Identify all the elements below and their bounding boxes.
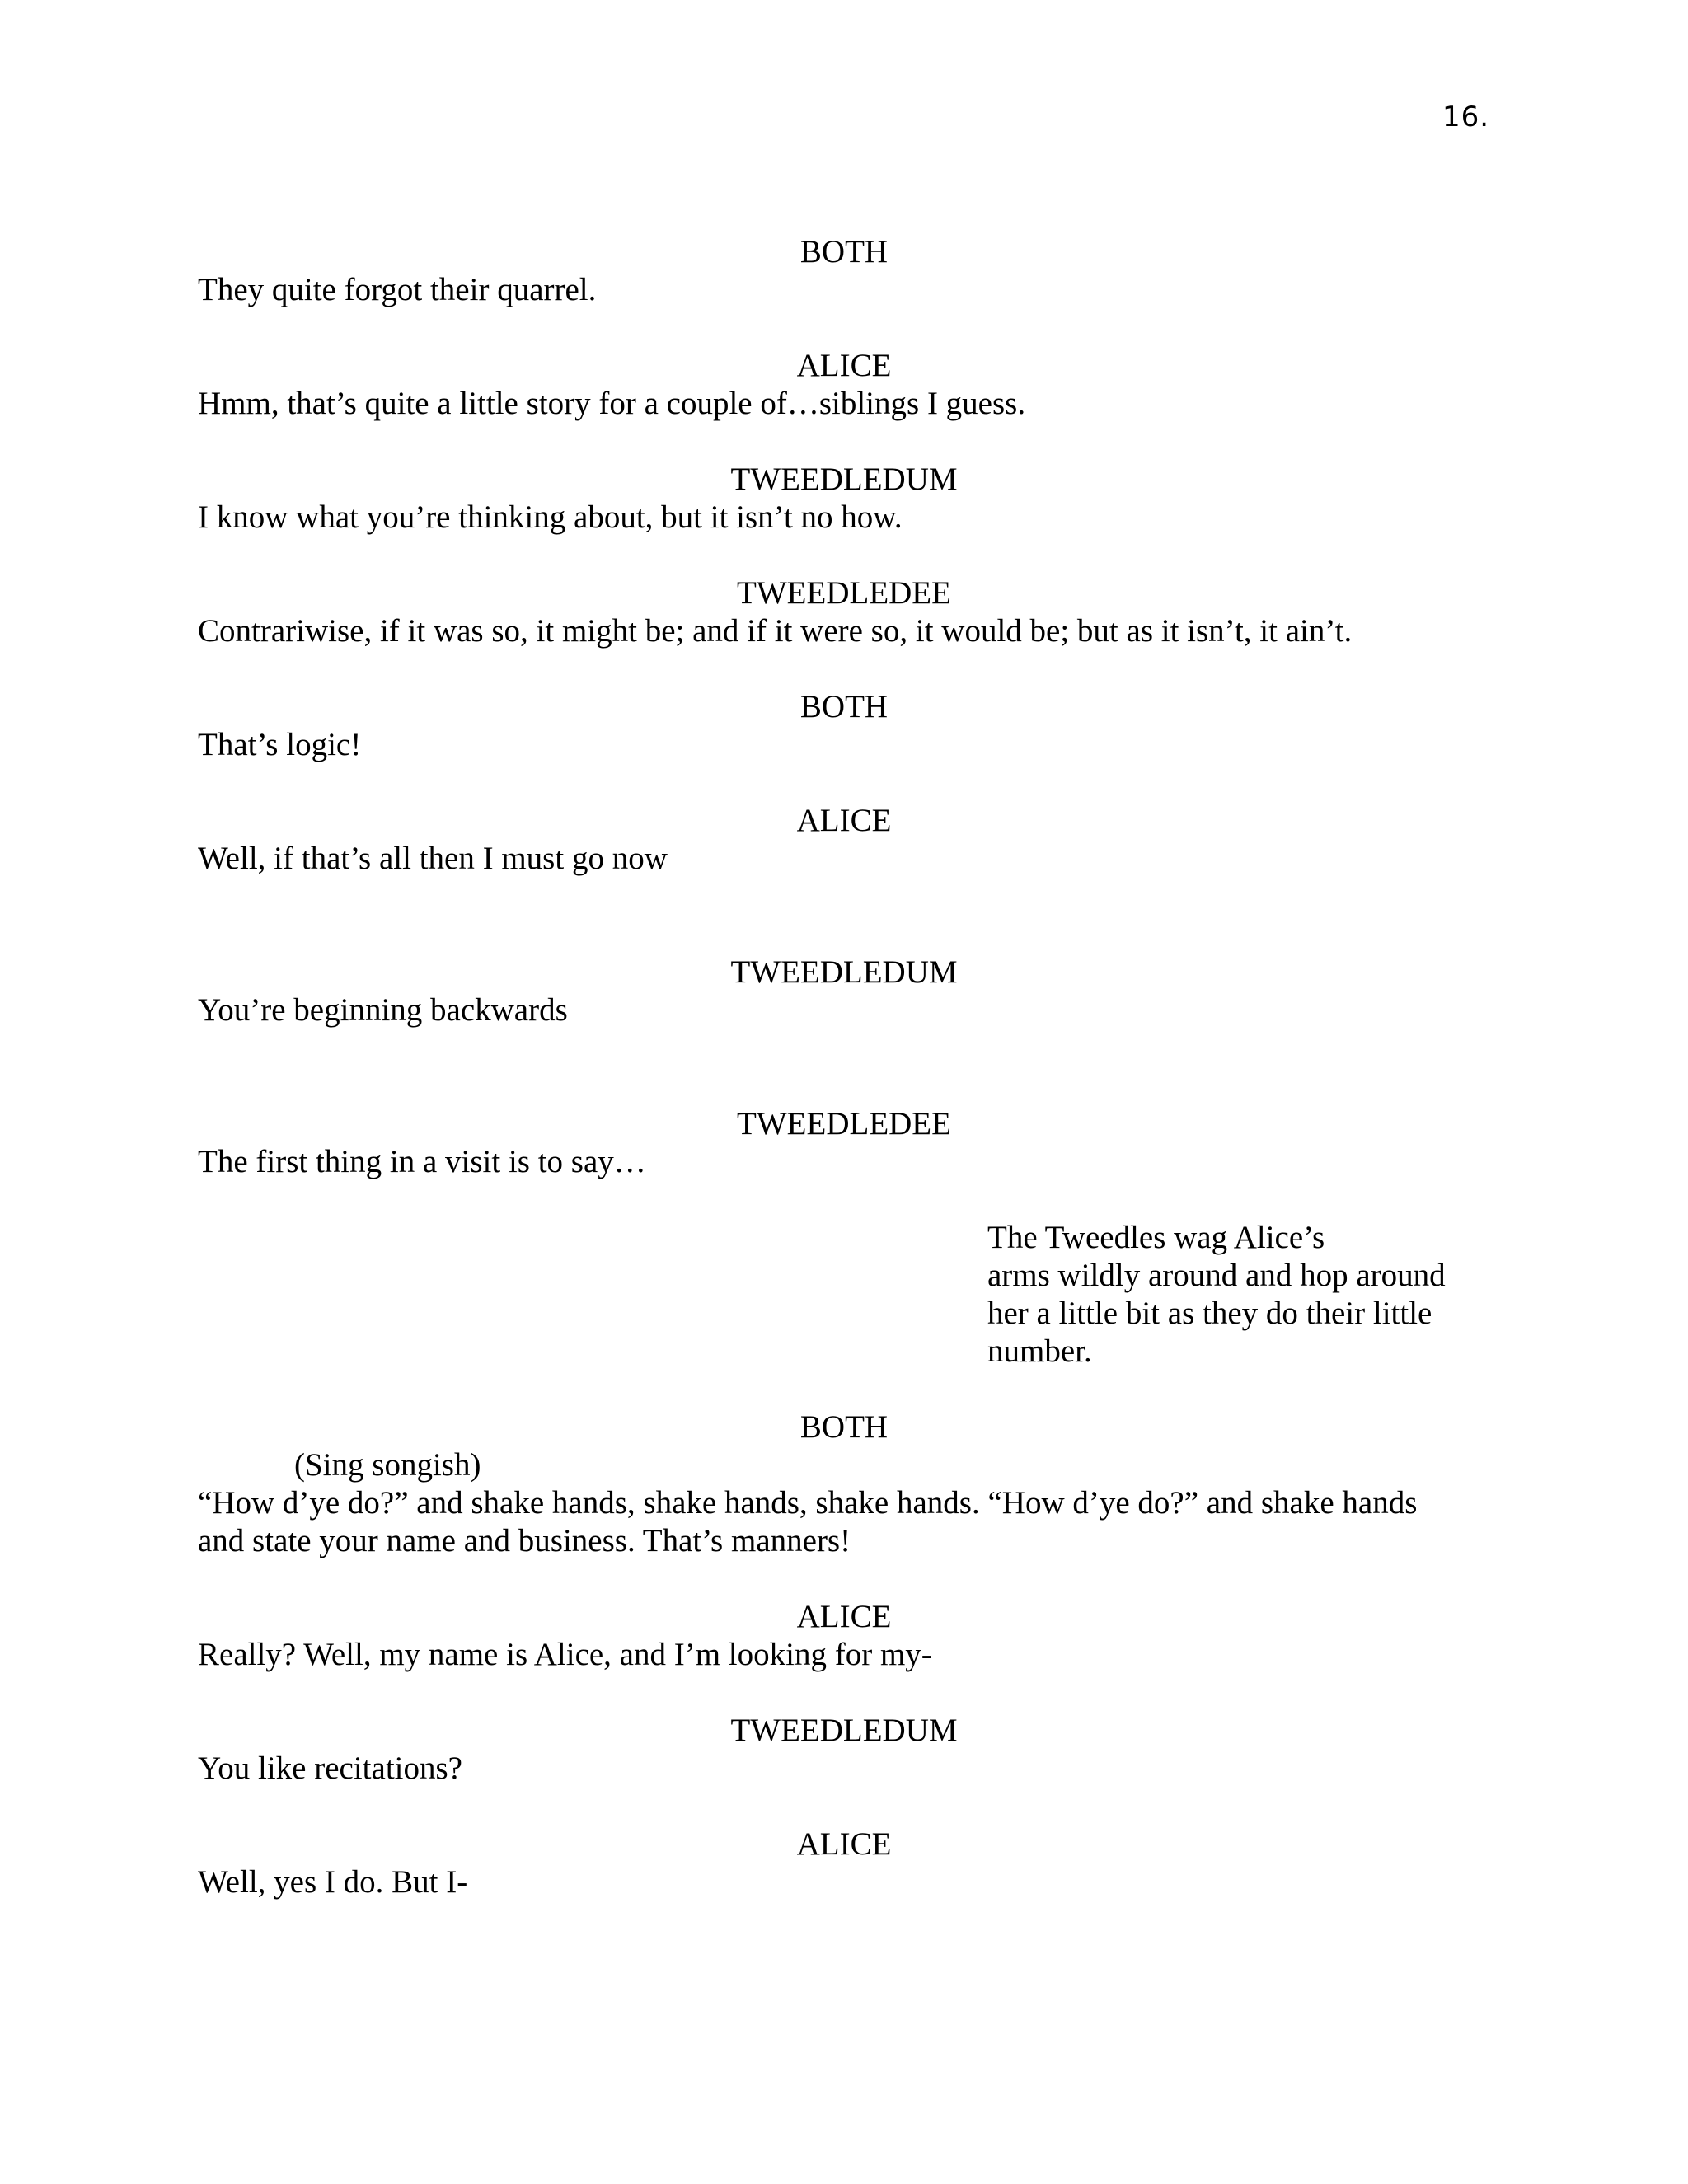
character-name: TWEEDLEDEE (737, 1106, 951, 1141)
dialogue-line: “How d’ye do?” and shake hands, shake hands, shake hands. “How d’ye do?” and shake hands (198, 1485, 1418, 1521)
character-name: ALICE (796, 348, 892, 383)
stage-direction-line: arms wildly around and hop around (987, 1258, 1446, 1293)
stage-direction-line: her a little bit as they do their little (987, 1296, 1432, 1331)
dialogue-line: That’s logic! (198, 727, 362, 762)
character-name: TWEEDLEDUM (730, 1713, 958, 1748)
dialogue-line: The first thing in a visit is to say… (198, 1144, 646, 1179)
character-name: ALICE (796, 1826, 892, 1862)
dialogue-line: I know what you’re thinking about, but it isn’t no how. (198, 499, 903, 535)
character-name: TWEEDLEDUM (730, 954, 958, 990)
dialogue-line: Well, yes I do. But I- (198, 1864, 468, 1900)
character-name: TWEEDLEDEE (737, 575, 951, 611)
character-name: ALICE (796, 1599, 892, 1634)
character-name: ALICE (796, 803, 892, 838)
dialogue-line: You’re beginning backwards (198, 992, 568, 1028)
dialogue-line: Contrariwise, if it was so, it might be; and if it were so, it would be; but as it isn’t, it ain’t. (198, 613, 1353, 649)
stage-direction-line: The Tweedles wag Alice’s (987, 1220, 1325, 1255)
page-number: 16. (1442, 101, 1490, 134)
character-name: BOTH (799, 1409, 889, 1445)
dialogue-line: Hmm, that’s quite a little story for a couple of…siblings I guess. (198, 386, 1026, 421)
dialogue-line: Really? Well, my name is Alice, and I’m looking for my- (198, 1637, 932, 1672)
dialogue-line: They quite forgot their quarrel. (198, 272, 597, 307)
dialogue-line: and state your name and business. That’s manners! (198, 1523, 851, 1558)
character-name: BOTH (799, 234, 889, 269)
stage-direction-line: number. (987, 1333, 1092, 1369)
dialogue-line: You like recitations? (198, 1750, 462, 1786)
character-name: TWEEDLEDUM (730, 462, 958, 497)
character-name: BOTH (799, 689, 889, 724)
parenthetical: (Sing songish) (294, 1447, 481, 1483)
dialogue-line: Well, if that’s all then I must go now (198, 841, 668, 876)
